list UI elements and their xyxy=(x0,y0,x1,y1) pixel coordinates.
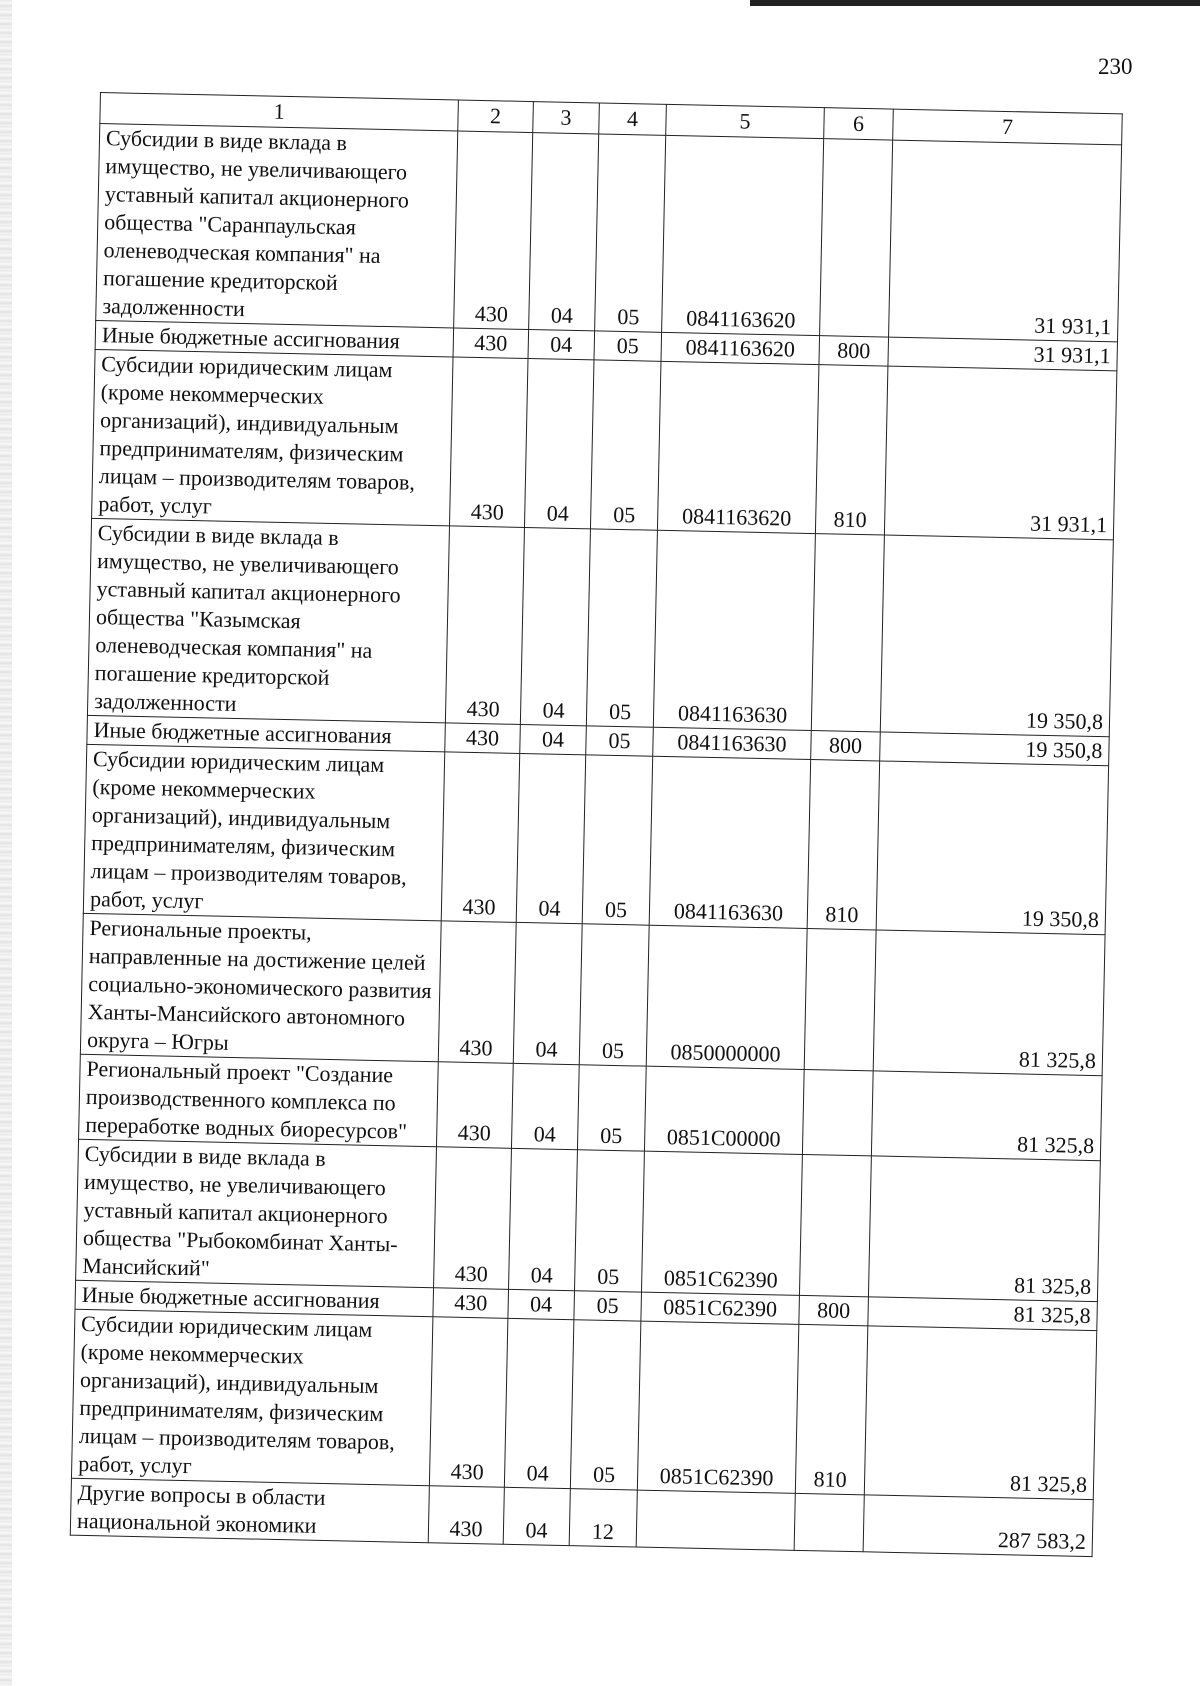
row-expense-type xyxy=(820,139,893,337)
row-name: Субсидии юридическим лицам (кроме некоммерческих организаций), индивидуальным предпринимателям, физическим лицам – производителям товаров, работ, услуг xyxy=(92,349,453,525)
row-ved-code: 430 xyxy=(441,752,520,923)
row-amount: 19 350,8 xyxy=(880,535,1113,737)
row-subsection: 05 xyxy=(579,924,649,1066)
header-col-1: 1 xyxy=(100,93,459,131)
row-target-article: 0841163620 xyxy=(657,361,819,533)
row-amount: 19 350,8 xyxy=(876,761,1108,935)
scan-edge-left xyxy=(0,0,12,1686)
header-col-6: 6 xyxy=(824,108,894,140)
row-target-article: 0850000000 xyxy=(646,925,807,1069)
row-amount: 31 931,1 xyxy=(888,337,1118,371)
row-target-article: 0851C62390 xyxy=(641,1292,800,1324)
row-amount: 31 931,1 xyxy=(889,140,1122,342)
row-name: Региональные проекты, направленные на достижение целей социально-экономического развития Ханты-Мансийского автономного округа – Югры xyxy=(80,913,441,1061)
row-section: 04 xyxy=(513,922,582,1064)
row-amount: 81 325,8 xyxy=(868,1297,1098,1331)
header-col-4: 4 xyxy=(599,103,667,135)
row-expense-type xyxy=(794,1493,864,1551)
row-ved-code: 430 xyxy=(436,1062,513,1149)
page-number: 230 xyxy=(1098,54,1133,79)
row-subsection: 12 xyxy=(569,1489,637,1547)
row-amount: 81 325,8 xyxy=(864,1326,1096,1500)
row-subsection: 05 xyxy=(582,755,653,925)
row-subsection: 05 xyxy=(574,1291,642,1321)
row-amount: 31 931,1 xyxy=(884,366,1116,540)
scan-edge-top xyxy=(750,0,1200,6)
row-ved-code: 430 xyxy=(433,1288,509,1319)
row-target-article: 0851C00000 xyxy=(644,1066,804,1154)
row-target-article: 0841163630 xyxy=(653,530,815,730)
row-section: 04 xyxy=(529,133,599,331)
row-section: 04 xyxy=(508,1289,575,1319)
row-section: 04 xyxy=(520,527,590,725)
row-name: Субсидии юридическим лицам (кроме некоммерческих организаций), индивидуальным предпринимателям, физическим лицам – производителям товаров, работ, услуг xyxy=(83,744,444,920)
row-section: 04 xyxy=(509,1148,578,1290)
row-ved-code: 430 xyxy=(445,723,521,754)
row-expense-type: 800 xyxy=(819,336,889,366)
row-name: Другие вопросы в области национальной экономики xyxy=(70,1478,429,1542)
budget-table xyxy=(70,92,1123,1557)
row-ved-code: 430 xyxy=(438,921,516,1064)
row-expense-type: 800 xyxy=(811,731,881,761)
row-ved-code: 430 xyxy=(454,131,533,330)
row-expense-type: 810 xyxy=(807,760,880,930)
row-ved-code: 430 xyxy=(428,1486,504,1545)
row-name: Региональный проект "Создание производственного комплекса по переработке водных биоресурсов" xyxy=(79,1054,439,1146)
row-target-article: 0841163620 xyxy=(662,135,824,335)
header-col-7: 7 xyxy=(893,109,1123,145)
table-row xyxy=(80,913,1105,1075)
row-target-article: 0851C62390 xyxy=(637,1321,799,1493)
row-subsection: 05 xyxy=(594,331,662,361)
table-body xyxy=(70,124,1121,1557)
row-target-article: 0851C62390 xyxy=(641,1151,802,1295)
row-section: 04 xyxy=(511,1063,579,1149)
row-expense-type xyxy=(799,1154,871,1296)
row-expense-type xyxy=(802,1069,873,1155)
row-name: Субсидии юридическим лицам (кроме некоммерческих организаций), индивидуальным предпринимателям, физическим лицам – производителям товаров, работ, услуг xyxy=(71,1309,432,1485)
row-target-article: 0841163630 xyxy=(653,727,812,759)
row-amount: 81 325,8 xyxy=(873,930,1105,1076)
header-col-5: 5 xyxy=(666,104,825,138)
row-ved-code: 430 xyxy=(429,1317,508,1488)
row-target-article: 0841163620 xyxy=(661,332,820,364)
row-amount: 19 350,8 xyxy=(880,732,1110,766)
row-ved-code: 430 xyxy=(449,357,528,528)
row-section: 04 xyxy=(528,330,595,360)
row-section: 04 xyxy=(504,1318,574,1488)
row-ved-code: 430 xyxy=(445,526,524,725)
row-target-article xyxy=(636,1490,795,1550)
row-subsection: 05 xyxy=(570,1320,641,1490)
row-amount: 81 325,8 xyxy=(868,1156,1100,1302)
row-section: 04 xyxy=(516,753,586,923)
row-subsection: 05 xyxy=(575,1150,645,1292)
row-name: Иные бюджетные ассигнования xyxy=(75,1280,434,1316)
table-row xyxy=(96,124,1122,342)
row-expense-type: 810 xyxy=(815,365,888,535)
row-target-article: 0841163630 xyxy=(649,756,811,928)
row-subsection: 05 xyxy=(577,1065,646,1151)
table-row xyxy=(71,1309,1096,1499)
row-name: Субсидии в виде вклада в имущество, не увеличивающего уставный капитал акционерного общества "Рыбокомбинат Ханты-Мансийский" xyxy=(76,1139,437,1287)
row-section: 04 xyxy=(520,724,587,754)
row-subsection: 05 xyxy=(586,726,654,756)
row-name: Иные бюджетные ассигнования xyxy=(95,320,454,356)
table-row xyxy=(92,349,1117,539)
row-subsection: 05 xyxy=(586,529,657,727)
row-expense-type xyxy=(811,534,884,732)
table-row xyxy=(87,518,1113,736)
row-name: Субсидии в виде вклада в имущество, не увеличивающего уставный капитал акционерного общества "Саранпаульская оленеводческая компания" на погашение кредиторской задолженности xyxy=(96,124,458,328)
row-ved-code: 430 xyxy=(434,1147,512,1290)
row-subsection: 05 xyxy=(590,360,661,530)
row-subsection: 05 xyxy=(595,134,666,332)
row-section: 04 xyxy=(524,359,594,529)
row-expense-type: 810 xyxy=(795,1324,868,1494)
table-row xyxy=(83,744,1108,934)
row-ved-code: 430 xyxy=(453,328,529,359)
row-amount: 287 583,2 xyxy=(863,1495,1093,1557)
table-row xyxy=(76,1139,1101,1301)
row-expense-type xyxy=(804,928,876,1070)
header-col-3: 3 xyxy=(533,102,600,134)
row-expense-type: 800 xyxy=(799,1295,869,1325)
row-name: Субсидии в виде вклада в имущество, не увеличивающего уставный капитал акционерного общества "Казымская оленеводческая компания" на погашение кредиторской задолженности xyxy=(87,518,449,722)
row-section: 04 xyxy=(503,1487,570,1545)
row-amount: 81 325,8 xyxy=(871,1071,1102,1161)
header-col-2: 2 xyxy=(458,100,534,133)
row-name: Иные бюджетные ассигнования xyxy=(87,715,446,751)
